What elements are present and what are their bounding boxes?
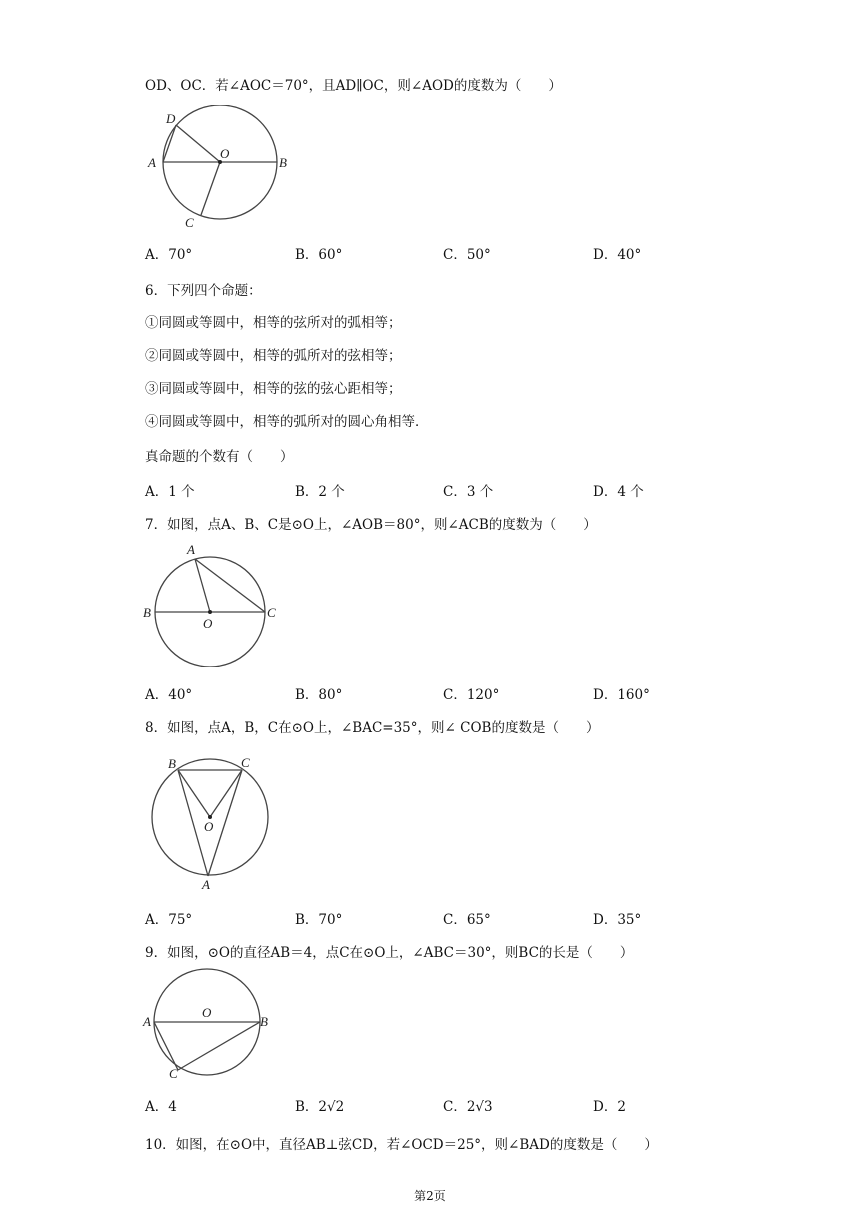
q7-option-b[interactable]: B．80° [295,687,343,703]
q8-option-b[interactable]: B．70° [295,912,343,928]
q7-label-c: C [267,605,276,620]
q9-label-c: C [169,1066,178,1078]
q8-figure [148,752,278,894]
q7-option-d[interactable]: D．160° [593,687,650,703]
q5-label-o: O [220,146,230,161]
page-number: 第2页 [414,1189,446,1203]
q9-label-b: B [260,1014,268,1029]
q6-option-d[interactable]: D．4 个 [593,484,644,500]
q6-option-a[interactable]: A．1 个 [145,484,195,500]
q6-item-3: ③同圆或等圆中，相等的弦的弦心距相等； [145,381,402,397]
q5-option-b[interactable]: B．60° [295,247,343,263]
q5-label-a: A [148,155,156,170]
q9-label-o: O [202,1005,212,1020]
q8-label-b: B [168,756,176,771]
q5-option-a[interactable]: A．70° [145,247,193,263]
q8-option-d[interactable]: D．35° [593,912,642,928]
q7-option-a[interactable]: A．40° [145,687,193,703]
q7-stem: 7．如图，点A、B、C是⊙O上，∠AOB＝80°，则∠ACB的度数为（ ） [145,517,597,533]
q9-stem: 9．如图，⊙O的直径AB＝4，点C在⊙O上，∠ABC＝30°，则BC的长是（ ） [145,945,634,961]
q8-option-c[interactable]: C．65° [443,912,491,928]
q6-question: 真命题的个数有（ ） [145,449,294,465]
q6-item-2: ②同圆或等圆中，相等的弧所对的弦相等； [145,348,402,364]
q6-stem: 6．下列四个命题： [145,283,262,299]
q8-stem: 8．如图，点A，B，C在⊙O上，∠BAC=35°，则∠ COB的度数是（ ） [145,720,600,736]
q5-label-d: D [166,111,176,126]
q8-option-a[interactable]: A．75° [145,912,193,928]
q6-option-b[interactable]: B．2 个 [295,484,345,500]
q9-label-a: A [143,1014,151,1029]
q9-figure [140,966,280,1078]
q10-stem: 10．如图，在⊙O中，直径AB⊥弦CD，若∠OCD＝25°，则∠BAD的度数是（ ） [145,1137,658,1153]
q5-option-d[interactable]: D．40° [593,247,642,263]
q6-item-1: ①同圆或等圆中，相等的弦所对的弧相等； [145,315,402,331]
q5-stem: OD、OC．若∠AOC＝70°，且AD∥OC，则∠AOD的度数为（ ） [145,78,562,94]
q5-label-b: B [279,155,287,170]
q8-label-o: O [204,819,214,834]
q9-option-a[interactable]: A．4 [145,1099,177,1115]
q9-option-d[interactable]: D．2 [593,1099,626,1115]
q7-label-o: O [203,616,213,631]
q7-figure [140,542,285,667]
q8-label-c: C [241,755,250,770]
q6-option-c[interactable]: C．3 个 [443,484,494,500]
q8-label-a: A [202,877,210,892]
q5-label-c: C [185,215,194,230]
q5-option-c[interactable]: C．50° [443,247,491,263]
q7-label-b: B [143,605,151,620]
q7-label-a: A [187,542,195,557]
q6-item-4: ④同圆或等圆中，相等的弧所对的圆心角相等． [145,414,429,430]
q9-option-c[interactable]: C．2√3 [443,1099,493,1115]
q5-figure [140,105,300,230]
q7-option-c[interactable]: C．120° [443,687,500,703]
q9-option-b[interactable]: B．2√2 [295,1099,345,1115]
